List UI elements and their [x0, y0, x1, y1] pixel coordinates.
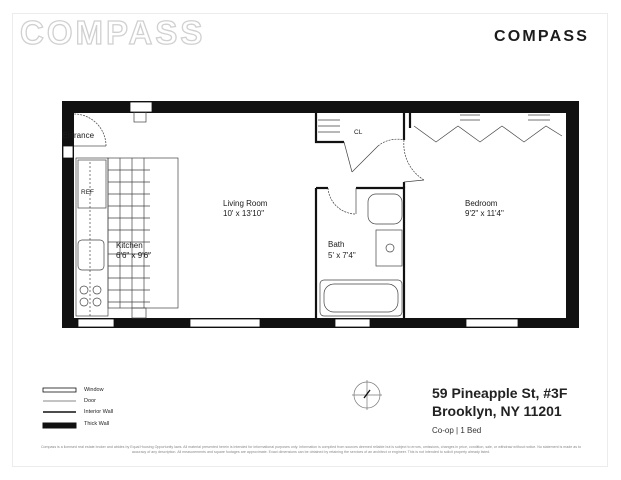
bath-dimensions: 5' x 7'4": [328, 251, 356, 260]
kitchen: [76, 112, 178, 318]
kitchen-label: Kitchen: [116, 241, 143, 250]
brand-logo[interactable]: COMPASS: [494, 28, 590, 45]
living-room-label: Living Room: [223, 199, 268, 208]
entrance-label: Entrance: [62, 131, 95, 140]
bedroom-label: Bedroom: [465, 199, 498, 208]
legend-swatches: [43, 388, 76, 428]
legend-thick-wall: Thick Wall: [84, 421, 110, 427]
kitchen-dimensions: 6'6" x 9'6": [116, 251, 151, 260]
ref-label: REF: [81, 189, 94, 196]
legend-door: Door: [84, 398, 96, 404]
address-line1: 59 Pineapple St, #3F: [432, 385, 568, 401]
windows: [63, 102, 518, 327]
entrance-door: [74, 114, 106, 146]
compass-rose-icon: [352, 380, 382, 410]
closet-doors: [318, 115, 562, 182]
legend-interior-wall: Interior Wall: [84, 409, 114, 415]
listing-details: Co-op | 1 Bed: [432, 426, 482, 435]
address-line2: Brooklyn, NY 11201: [432, 403, 562, 419]
disclaimer: Compass is a licensed real estate broker and abides by Equal Housing Opportunity laws. All material presented herein is intended for informational purposes only. Information is compiled from sources deemed reliable but is subject to errors, omissions, changes in price, condition, sale, or withdraw without notice. No statement is made as to accuracy of any description. All measurements and square footages are approximate. Exact dimensions can be obtained by retaining the services of an architect or engineer. This is not intended to solicit property already listed.: [40, 445, 582, 454]
bath-label: Bath: [328, 240, 345, 249]
interior-walls: [316, 113, 410, 318]
closet-label: CL: [354, 129, 363, 136]
bedroom-dimensions: 9'2" x 11'4": [465, 209, 504, 218]
watermark-logo: COMPASS: [20, 14, 206, 51]
legend-window: Window: [84, 387, 104, 393]
living-room-dimensions: 10' x 13'10": [223, 209, 265, 218]
